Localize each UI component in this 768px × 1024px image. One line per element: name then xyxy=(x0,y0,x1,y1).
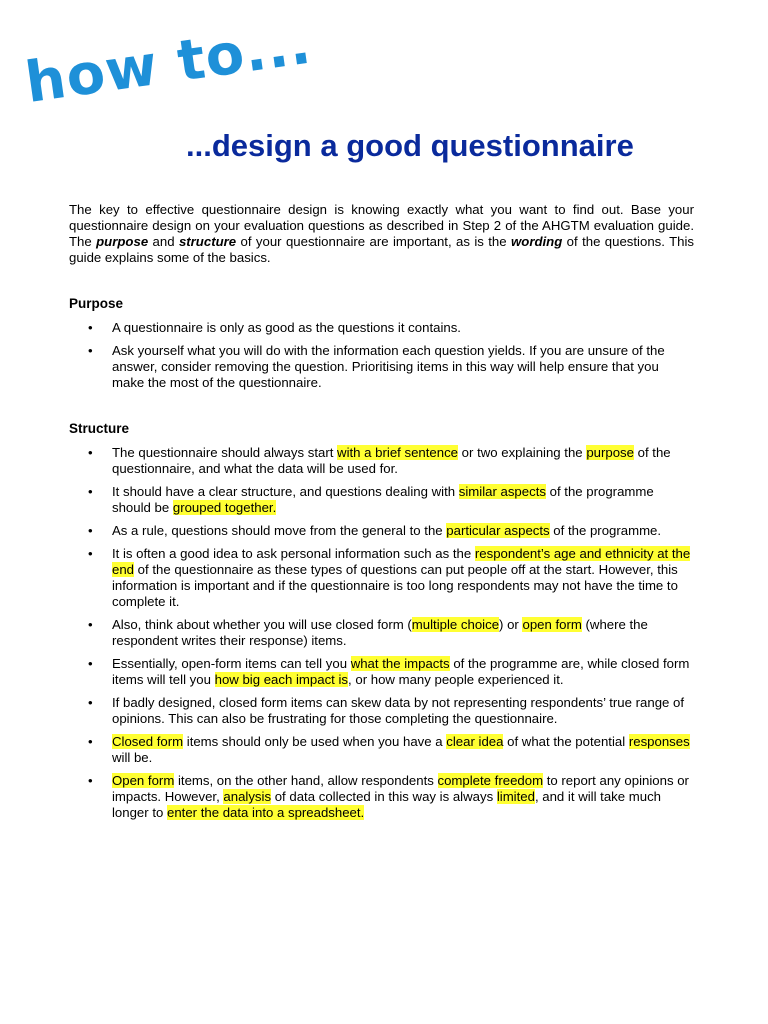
highlighted-text: how big each impact is xyxy=(214,672,349,687)
page-title: ...design a good questionnaire xyxy=(186,128,634,163)
item-text: items should only be used when you have a xyxy=(183,734,447,749)
highlighted-text: similar aspects xyxy=(458,484,546,499)
highlighted-text: open form xyxy=(522,617,582,632)
bullet-icon: • xyxy=(88,484,93,499)
item-text: of the questionnaire, and what the data will be used for. xyxy=(112,445,671,476)
item-text: Also, think about whether you will use closed form ( xyxy=(112,617,412,632)
highlighted-text: complete freedom xyxy=(437,773,544,788)
highlighted-text: responses xyxy=(628,734,690,749)
bullet-icon: • xyxy=(88,445,93,460)
item-text: Essentially, open-form items can tell you xyxy=(112,656,351,671)
list-item xyxy=(69,695,694,727)
intro-text-1: The key to effective questionnaire design is knowing exactly what you want to find out. Base your questionnaire design on your evaluation questions as described in Step 2 of the AHGTM evaluation guide. The xyxy=(69,202,694,249)
item-text: ) or xyxy=(499,617,523,632)
item-text: It is often a good idea to ask personal information such as the xyxy=(112,546,475,561)
purpose-list xyxy=(69,320,694,391)
highlighted-text: multiple choice xyxy=(411,617,500,632)
bullet-icon: • xyxy=(88,734,93,749)
intro-emphasis-purpose: purpose xyxy=(96,234,149,249)
item-text: If badly designed, closed form items can skew data by not representing respondents’ true range of opinions. This can also be frustrating for those completing the questionnaire. xyxy=(112,695,685,726)
highlighted-text: enter the data into a spreadsheet. xyxy=(167,805,365,820)
item-text: As a rule, questions should move from the general to the xyxy=(112,523,447,538)
bullet-icon: • xyxy=(88,546,93,561)
highlighted-text: limited xyxy=(496,789,535,804)
highlighted-text: particular aspects xyxy=(446,523,550,538)
bullet-icon: • xyxy=(88,656,93,671)
item-text: , or how many people experienced it. xyxy=(348,672,564,687)
highlighted-text: analysis xyxy=(223,789,272,804)
item-text: of what the potential xyxy=(503,734,629,749)
highlighted-text: purpose xyxy=(586,445,634,460)
item-text: to report any opinions or impacts. However, xyxy=(112,773,689,804)
intro-paragraph xyxy=(69,202,694,266)
highlighted-text: grouped together. xyxy=(172,500,277,515)
bullet-icon: • xyxy=(88,617,93,632)
intro-text-4: of the questions. This guide explains some of the basics. xyxy=(69,234,694,265)
item-text: of the programme should be xyxy=(112,484,654,515)
bullet-icon: • xyxy=(88,523,93,538)
purpose-item-text: Ask yourself what you will do with the information each question yields. If you are unsure of the answer, consider removing the question. Prioritising items in this way will help ensure that you make the most of the questionnaire. xyxy=(112,343,665,390)
bullet-icon: • xyxy=(88,343,93,358)
highlighted-text: Closed form xyxy=(112,734,184,749)
intro-emphasis-wording: wording xyxy=(511,234,563,249)
highlighted-text: what the impacts xyxy=(350,656,450,671)
list-item xyxy=(69,546,694,610)
item-text: of the programme. xyxy=(549,523,662,538)
document-body xyxy=(69,202,694,828)
item-text: will be. xyxy=(112,750,153,765)
list-item xyxy=(69,656,694,688)
item-text: of the questionnaire as these types of questions can put people off at the start. However, this information is important and if the questionnaire is too long respondents may not have the time to complete it. xyxy=(112,562,678,609)
structure-list xyxy=(69,445,694,821)
bullet-icon: • xyxy=(88,773,93,788)
purpose-heading: Purpose xyxy=(69,296,124,311)
list-item xyxy=(69,484,694,516)
highlighted-text: respondent’s age and ethnicity at the end xyxy=(112,546,691,577)
structure-heading: Structure xyxy=(69,421,130,436)
list-item xyxy=(69,343,694,391)
item-text: of the programme are, while closed form items will tell you xyxy=(112,656,690,687)
bullet-icon: • xyxy=(88,695,93,710)
list-item xyxy=(69,617,694,649)
how-to-logo: how to... xyxy=(21,11,316,116)
item-text: (where the respondent writes their response) items. xyxy=(112,617,648,648)
highlighted-text: Open form xyxy=(112,773,175,788)
item-text: , and it will take much longer to xyxy=(112,789,662,820)
list-item xyxy=(69,445,694,477)
list-item xyxy=(69,523,694,539)
item-text: It should have a clear structure, and questions dealing with xyxy=(112,484,459,499)
list-item xyxy=(69,734,694,766)
list-item xyxy=(69,773,694,821)
item-text: The questionnaire should always start xyxy=(112,445,338,460)
intro-emphasis-structure: structure xyxy=(178,234,237,249)
purpose-item-text: A questionnaire is only as good as the questions it contains. xyxy=(112,320,461,335)
bullet-icon: • xyxy=(88,320,93,335)
intro-text-2: and xyxy=(148,234,179,249)
item-text: items, on the other hand, allow respondents xyxy=(174,773,438,788)
highlighted-text: with a brief sentence xyxy=(337,445,459,460)
intro-text-3: of your questionnaire are important, as is the xyxy=(236,234,511,249)
item-text: or two explaining the xyxy=(458,445,587,460)
list-item xyxy=(69,320,694,336)
item-text: of data collected in this way is always xyxy=(271,789,497,804)
highlighted-text: clear idea xyxy=(446,734,504,749)
